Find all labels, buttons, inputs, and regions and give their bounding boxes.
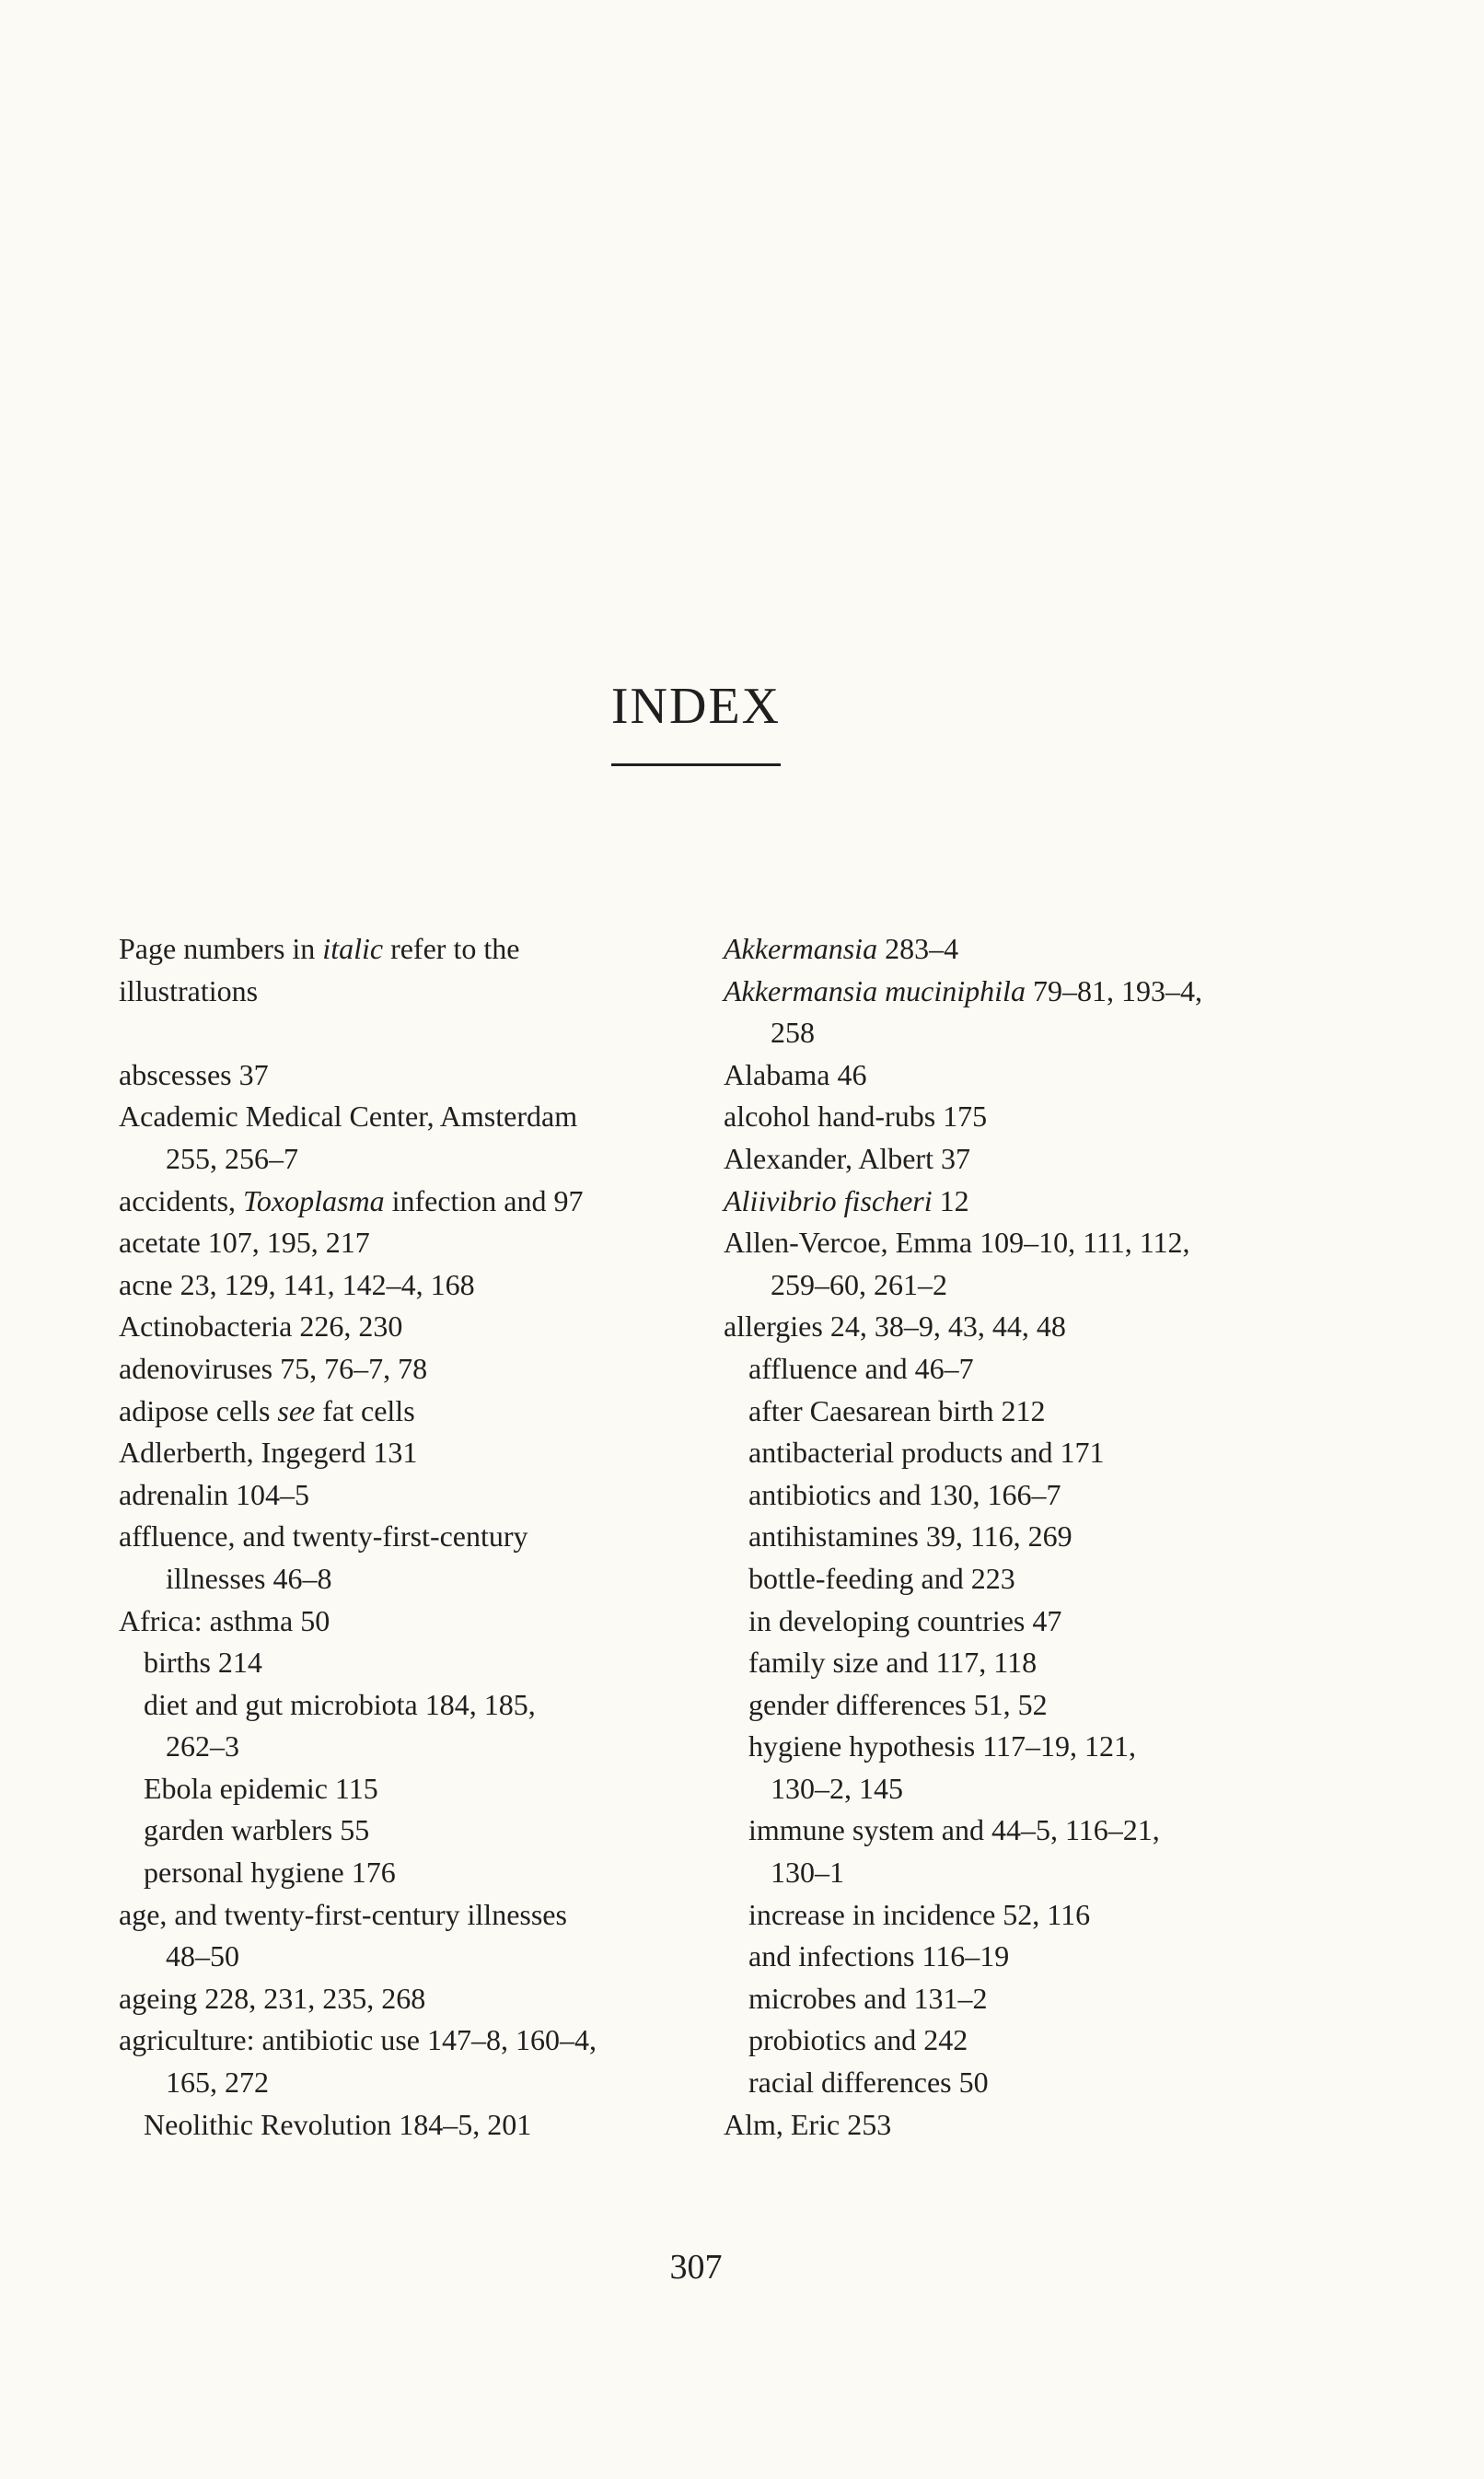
- index-subentry: racial differences 50: [748, 2066, 989, 2100]
- title-rule: [611, 763, 781, 766]
- index-entry: age, and twenty-first-century illnesses: [119, 1897, 567, 1931]
- page-title: INDEX: [610, 678, 782, 735]
- index-entry-continuation: 259–60, 261–2: [771, 1267, 947, 1301]
- index-entry: abscesses 37: [119, 1057, 269, 1091]
- intro-note: Page numbers in italic refer to the: [119, 932, 520, 965]
- index-subentry: probiotics and 242: [748, 2023, 968, 2057]
- index-entry: Alabama 46: [724, 1057, 867, 1091]
- index-entry: affluence, and twenty-first-century: [119, 1519, 528, 1554]
- index-entry-continuation: 130–1: [771, 1856, 844, 1890]
- index-subentry: and infections 116–19: [748, 1939, 1010, 1973]
- index-entry: Africa: asthma 50: [119, 1603, 330, 1637]
- index-subentry: births 214: [144, 1646, 262, 1680]
- index-entry-continuation: 255, 256–7: [166, 1141, 298, 1175]
- index-entry: ageing 228, 231, 235, 268: [119, 1981, 426, 2015]
- index-entry: alcohol hand-rubs 175: [724, 1100, 988, 1134]
- index-entry: Akkermansia 283–4: [724, 932, 959, 965]
- index-entry: adrenalin 104–5: [119, 1477, 310, 1511]
- index-entry: adenoviruses 75, 76–7, 78: [119, 1351, 428, 1385]
- index-subentry: personal hygiene 176: [144, 1856, 396, 1890]
- index-entry-continuation: 258: [771, 1016, 815, 1050]
- index-subentry: gender differences 51, 52: [748, 1687, 1048, 1721]
- index-entry: Allen-Vercoe, Emma 109–10, 111, 112,: [724, 1226, 1190, 1260]
- index-subentry: after Caesarean birth 212: [748, 1393, 1046, 1427]
- index-entry: Academic Medical Center, Amsterdam: [119, 1100, 578, 1134]
- index-subentry: immune system and 44–5, 116–21,: [748, 1813, 1160, 1847]
- index-entry: agriculture: antibiotic use 147–8, 160–4,: [119, 2023, 597, 2057]
- index-entry: acetate 107, 195, 217: [119, 1226, 370, 1260]
- index-entry: acne 23, 129, 141, 142–4, 168: [119, 1267, 475, 1301]
- page-number: 307: [669, 2248, 723, 2287]
- index-entry: Alm, Eric 253: [724, 2107, 892, 2141]
- index-subentry: antihistamines 39, 116, 269: [748, 1519, 1072, 1554]
- index-entry: Alexander, Albert 37: [724, 1141, 970, 1175]
- index-entry: allergies 24, 38–9, 43, 44, 48: [724, 1309, 1066, 1344]
- index-entry-continuation: 165, 272: [166, 2066, 269, 2100]
- index-column-left: [119, 928, 690, 2146]
- index-entry: Akkermansia muciniphila 79–81, 193–4,: [724, 973, 1202, 1007]
- index-entry: Aliivibrio fischeri 12: [724, 1183, 969, 1217]
- index-column-right: [724, 928, 1313, 2146]
- index-entry-continuation: 130–2, 145: [771, 1771, 903, 1805]
- index-subentry: garden warblers 55: [144, 1813, 370, 1847]
- spacer: [119, 1012, 690, 1054]
- intro-note-line2: illustrations: [119, 973, 259, 1007]
- index-subentry: bottle-feeding and 223: [748, 1561, 1015, 1595]
- index-subentry: antibiotics and 130, 166–7: [748, 1477, 1061, 1511]
- index-subentry: increase in incidence 52, 116: [748, 1897, 1091, 1931]
- index-entry-continuation: 48–50: [166, 1939, 239, 1973]
- index-entry: accidents, Toxoplasma infection and 97: [119, 1183, 584, 1217]
- index-subentry: microbes and 131–2: [748, 1981, 988, 2015]
- index-subentry: diet and gut microbiota 184, 185,: [144, 1687, 536, 1721]
- index-subentry: Ebola epidemic 115: [144, 1771, 378, 1805]
- index-subentry: Neolithic Revolution 184–5, 201: [144, 2107, 532, 2141]
- index-entry: adipose cells see fat cells: [119, 1393, 415, 1427]
- index-subentry: hygiene hypothesis 117–19, 121,: [748, 1729, 1136, 1763]
- index-entry-continuation: illnesses 46–8: [166, 1561, 332, 1595]
- index-subentry: in developing countries 47: [748, 1603, 1062, 1637]
- index-subentry: affluence and 46–7: [748, 1351, 974, 1385]
- index-subentry: family size and 117, 118: [748, 1646, 1038, 1680]
- index-entry: Actinobacteria 226, 230: [119, 1309, 403, 1344]
- index-subentry: antibacterial products and 171: [748, 1436, 1105, 1470]
- index-entry: Adlerberth, Ingegerd 131: [119, 1436, 418, 1470]
- index-entry-continuation: 262–3: [166, 1729, 239, 1763]
